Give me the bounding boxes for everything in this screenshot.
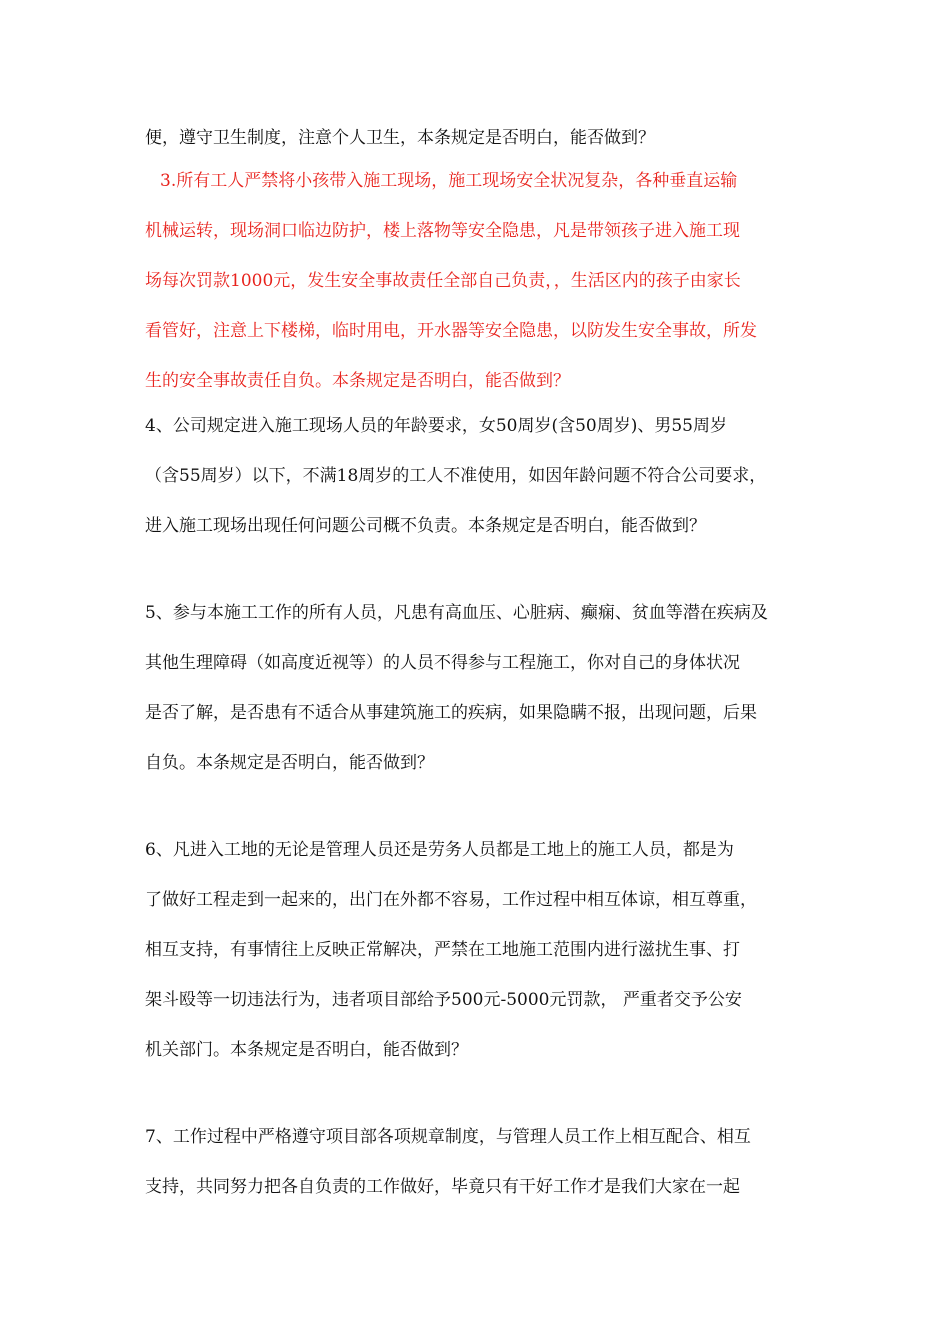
paragraph-5-line-4: 自负。本条规定是否明白，能否做到？ (145, 753, 434, 773)
paragraph-3-line-2: 机械运转，现场洞口临边防护，楼上落物等安全隐患，凡是带领孩子进入施工现 (145, 221, 740, 241)
paragraph-4-line-1: 4、公司规定进入施工现场人员的年龄要求，女50周岁(含50周岁)、男55周岁 (145, 416, 727, 436)
paragraph-3-line-5: 生的安全事故责任自负。本条规定是否明白，能否做到？ (145, 371, 570, 391)
paragraph-5-line-1: 5、参与本施工工作的所有人员，凡患有高血压、心脏病、癫痫、贫血等潜在疾病及 (145, 603, 768, 623)
paragraph-3-line-3: 场每次罚款1000元，发生安全事故责任全部自己负责，，生活区内的孩子由家长 (145, 271, 741, 291)
paragraph-6-line-3: 相互支持，有事情往上反映正常解决，严禁在工地施工范围内进行滋扰生事、打 (145, 940, 740, 960)
paragraph-6-line-2: 了做好工程走到一起来的，出门在外都不容易，工作过程中相互体谅，相互尊重， (145, 890, 757, 910)
paragraph-6-line-1: 6、凡进入工地的无论是管理人员还是劳务人员都是工地上的施工人员，都是为 (145, 840, 734, 860)
paragraph-5-line-2: 其他生理障碍（如高度近视等）的人员不得参与工程施工，你对自己的身体状况 (145, 653, 740, 673)
paragraph-3-line-1: 3.所有工人严禁将小孩带入施工现场，施工现场安全状况复杂，各种垂直运输 (160, 171, 738, 191)
paragraph-2-line-1: 便，遵守卫生制度，注意个人卫生，本条规定是否明白，能否做到？ (145, 128, 655, 148)
paragraph-7-line-2: 支持，共同努力把各自负责的工作做好，毕竟只有干好工作才是我们大家在一起 (145, 1177, 740, 1197)
paragraph-6-line-5: 机关部门。本条规定是否明白，能否做到？ (145, 1040, 468, 1060)
paragraph-7-line-1: 7、工作过程中严格遵守项目部各项规章制度，与管理人员工作上相互配合、相互 (145, 1127, 751, 1147)
paragraph-5-line-3: 是否了解，是否患有不适合从事建筑施工的疾病，如果隐瞒不报，出现问题，后果 (145, 703, 757, 723)
paragraph-4-line-2: （含55周岁）以下，不满18周岁的工人不准使用，如因年龄问题不符合公司要求， (145, 466, 767, 486)
paragraph-3-line-4: 看管好，注意上下楼梯，临时用电，开水器等安全隐患，以防发生安全事故，所发 (145, 321, 757, 341)
paragraph-4-line-3: 进入施工现场出现任何问题公司概不负责。本条规定是否明白，能否做到？ (145, 516, 706, 536)
paragraph-6-line-4: 架斗殴等一切违法行为，违者项目部给予500元-5000元罚款， 严重者交予公安 (145, 990, 742, 1010)
